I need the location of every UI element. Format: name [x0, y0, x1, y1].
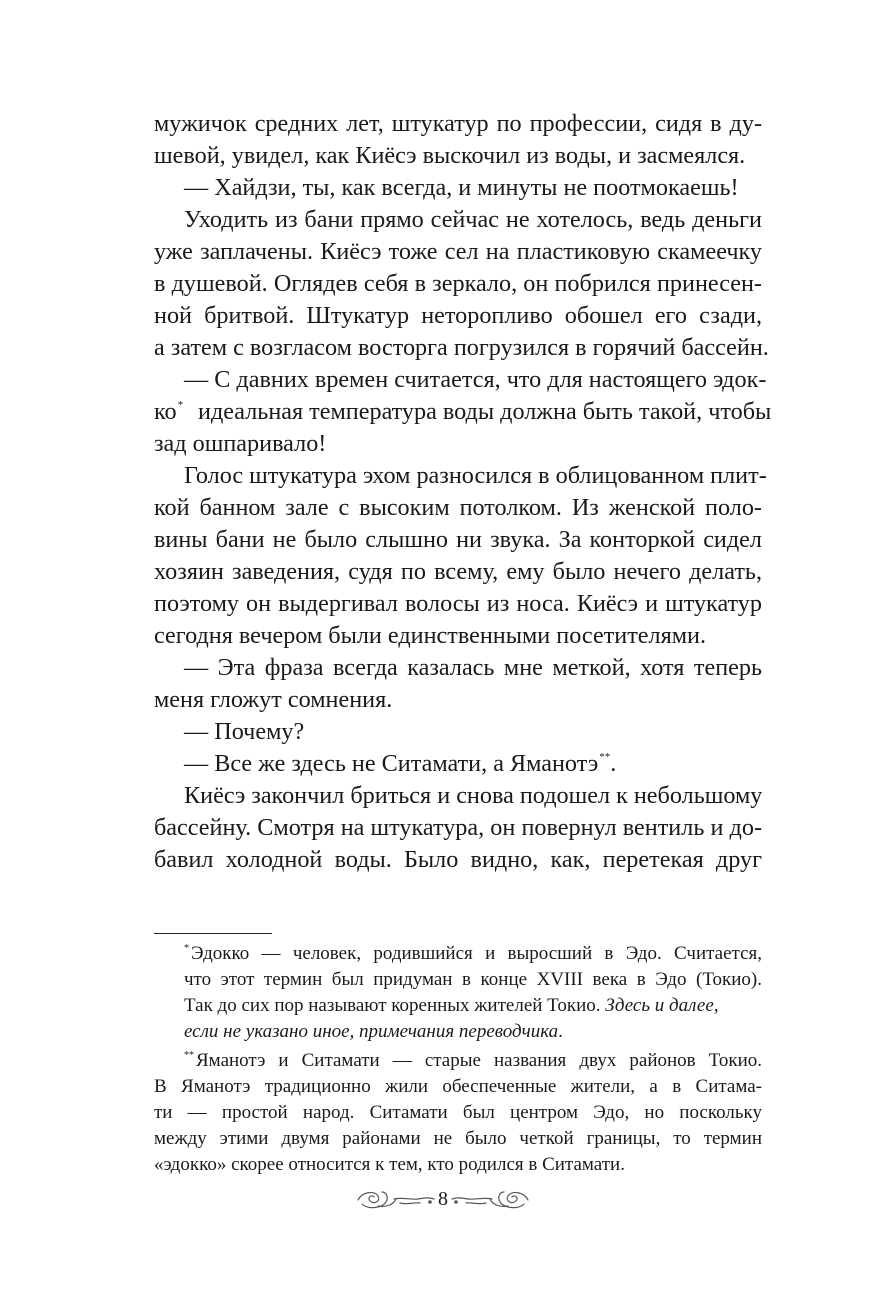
text-line: ной бритвой. Штукатур неторопливо обошел его сзади, — [154, 302, 762, 329]
footnote-line — [184, 941, 762, 967]
footnote-line — [184, 993, 719, 1019]
footnote-marker: * — [184, 943, 189, 954]
footnote-line: между этими двумя районами не было четкой границы, то термин — [154, 1128, 762, 1149]
text-fragment: идеальная температура воды должна быть такой, чтобы — [198, 398, 772, 425]
text-fragment: — Все же здесь не Ситамати, а Яманотэ — [184, 750, 599, 777]
text-fragment: Эдокко — человек, родившийся и выросший в Эдо. Считается, — [191, 943, 762, 964]
text-line: сегодня вечером были единственными посетителями. — [154, 622, 707, 649]
footnote-line: «эдокко» скорее относится к тем, кто родился в Ситамати. — [154, 1154, 625, 1175]
text-line: — Почему? — [184, 718, 305, 745]
footnote-line: ти — простой народ. Ситамати был центром Эдо, но поскольку — [154, 1102, 762, 1123]
footnote-ref-1: * — [177, 399, 184, 411]
text-fragment: Так до сих пор называют коренных жителей Токио. — [184, 995, 601, 1016]
footnote-marker: ** — [184, 1050, 194, 1061]
footnote-line: В Яманотэ традиционно жили обеспеченные жители, а в Ситама- — [154, 1076, 762, 1097]
text-fragment: . — [610, 750, 617, 777]
text-line: вины бани не было слышно ни звука. За конторкой сидел — [154, 526, 762, 553]
text-line: — Эта фраза всегда казалась мне меткой, хотя теперь — [184, 654, 762, 681]
text-line — [184, 748, 616, 780]
text-line — [154, 396, 772, 428]
text-fragment: . — [558, 1021, 563, 1042]
footnote-line: что этот термин был придуман в конце XVIII века в Эдо (Токио). — [184, 969, 762, 990]
text-line: — С давних времен считается, что для настоящего эдок- — [184, 366, 767, 393]
text-line: поэтому он выдергивал волосы из носа. Киёсэ и штукатур — [154, 590, 762, 617]
text-line: в душевой. Оглядев себя в зеркало, он побрился принесен- — [154, 270, 762, 297]
text-line: меня гложут сомнения. — [154, 686, 393, 713]
text-fragment: ко* — [154, 398, 184, 425]
italic-text: Здесь и далее, — [605, 995, 719, 1016]
footnote-divider — [154, 933, 272, 934]
text-line: бавил холодной воды. Было видно, как, перетекая друг — [154, 846, 762, 873]
text-line: кой банном зале с высоким потолком. Из женской поло- — [154, 494, 762, 521]
text-line: Голос штукатура эхом разносился в облицованном плит- — [184, 462, 767, 489]
text-line: зад ошпаривало! — [154, 430, 327, 457]
text-line: Уходить из бани прямо сейчас не хотелось, ведь деньги — [184, 206, 762, 233]
text-fragment: Яманотэ и Ситамати — старые названия двух районов Токио. — [196, 1050, 762, 1071]
text-line: Киёсэ закончил бриться и снова подошел к небольшому — [184, 782, 763, 809]
text-line: — Хайдзи, ты, как всегда, и минуты не поотмокаешь! — [184, 174, 739, 201]
italic-text: если не указано иное, примечания переводчика — [184, 1021, 559, 1042]
page-number: 8 — [438, 1188, 448, 1210]
text-line: а затем с возгласом восторга погрузился в горячий бассейн. — [154, 334, 769, 361]
text-line: бассейну. Смотря на штукатура, он повернул вентиль и до- — [154, 814, 762, 841]
text-line: хозяин заведения, судя по всему, ему было нечего делать, — [154, 558, 762, 585]
footnote-line — [184, 1019, 563, 1045]
text-line: мужичок средних лет, штукатур по профессии, сидя в ду- — [154, 110, 762, 137]
footnote-ref-2: ** — [599, 751, 611, 763]
text-line: шевой, увидел, как Киёсэ выскочил из воды, и засмеялся. — [154, 142, 746, 169]
text-line: уже заплачены. Киёсэ тоже сел на пластиковую скамеечку — [154, 238, 762, 265]
footnote-line — [184, 1048, 762, 1074]
right-swirl-ornament-icon — [448, 1184, 530, 1214]
